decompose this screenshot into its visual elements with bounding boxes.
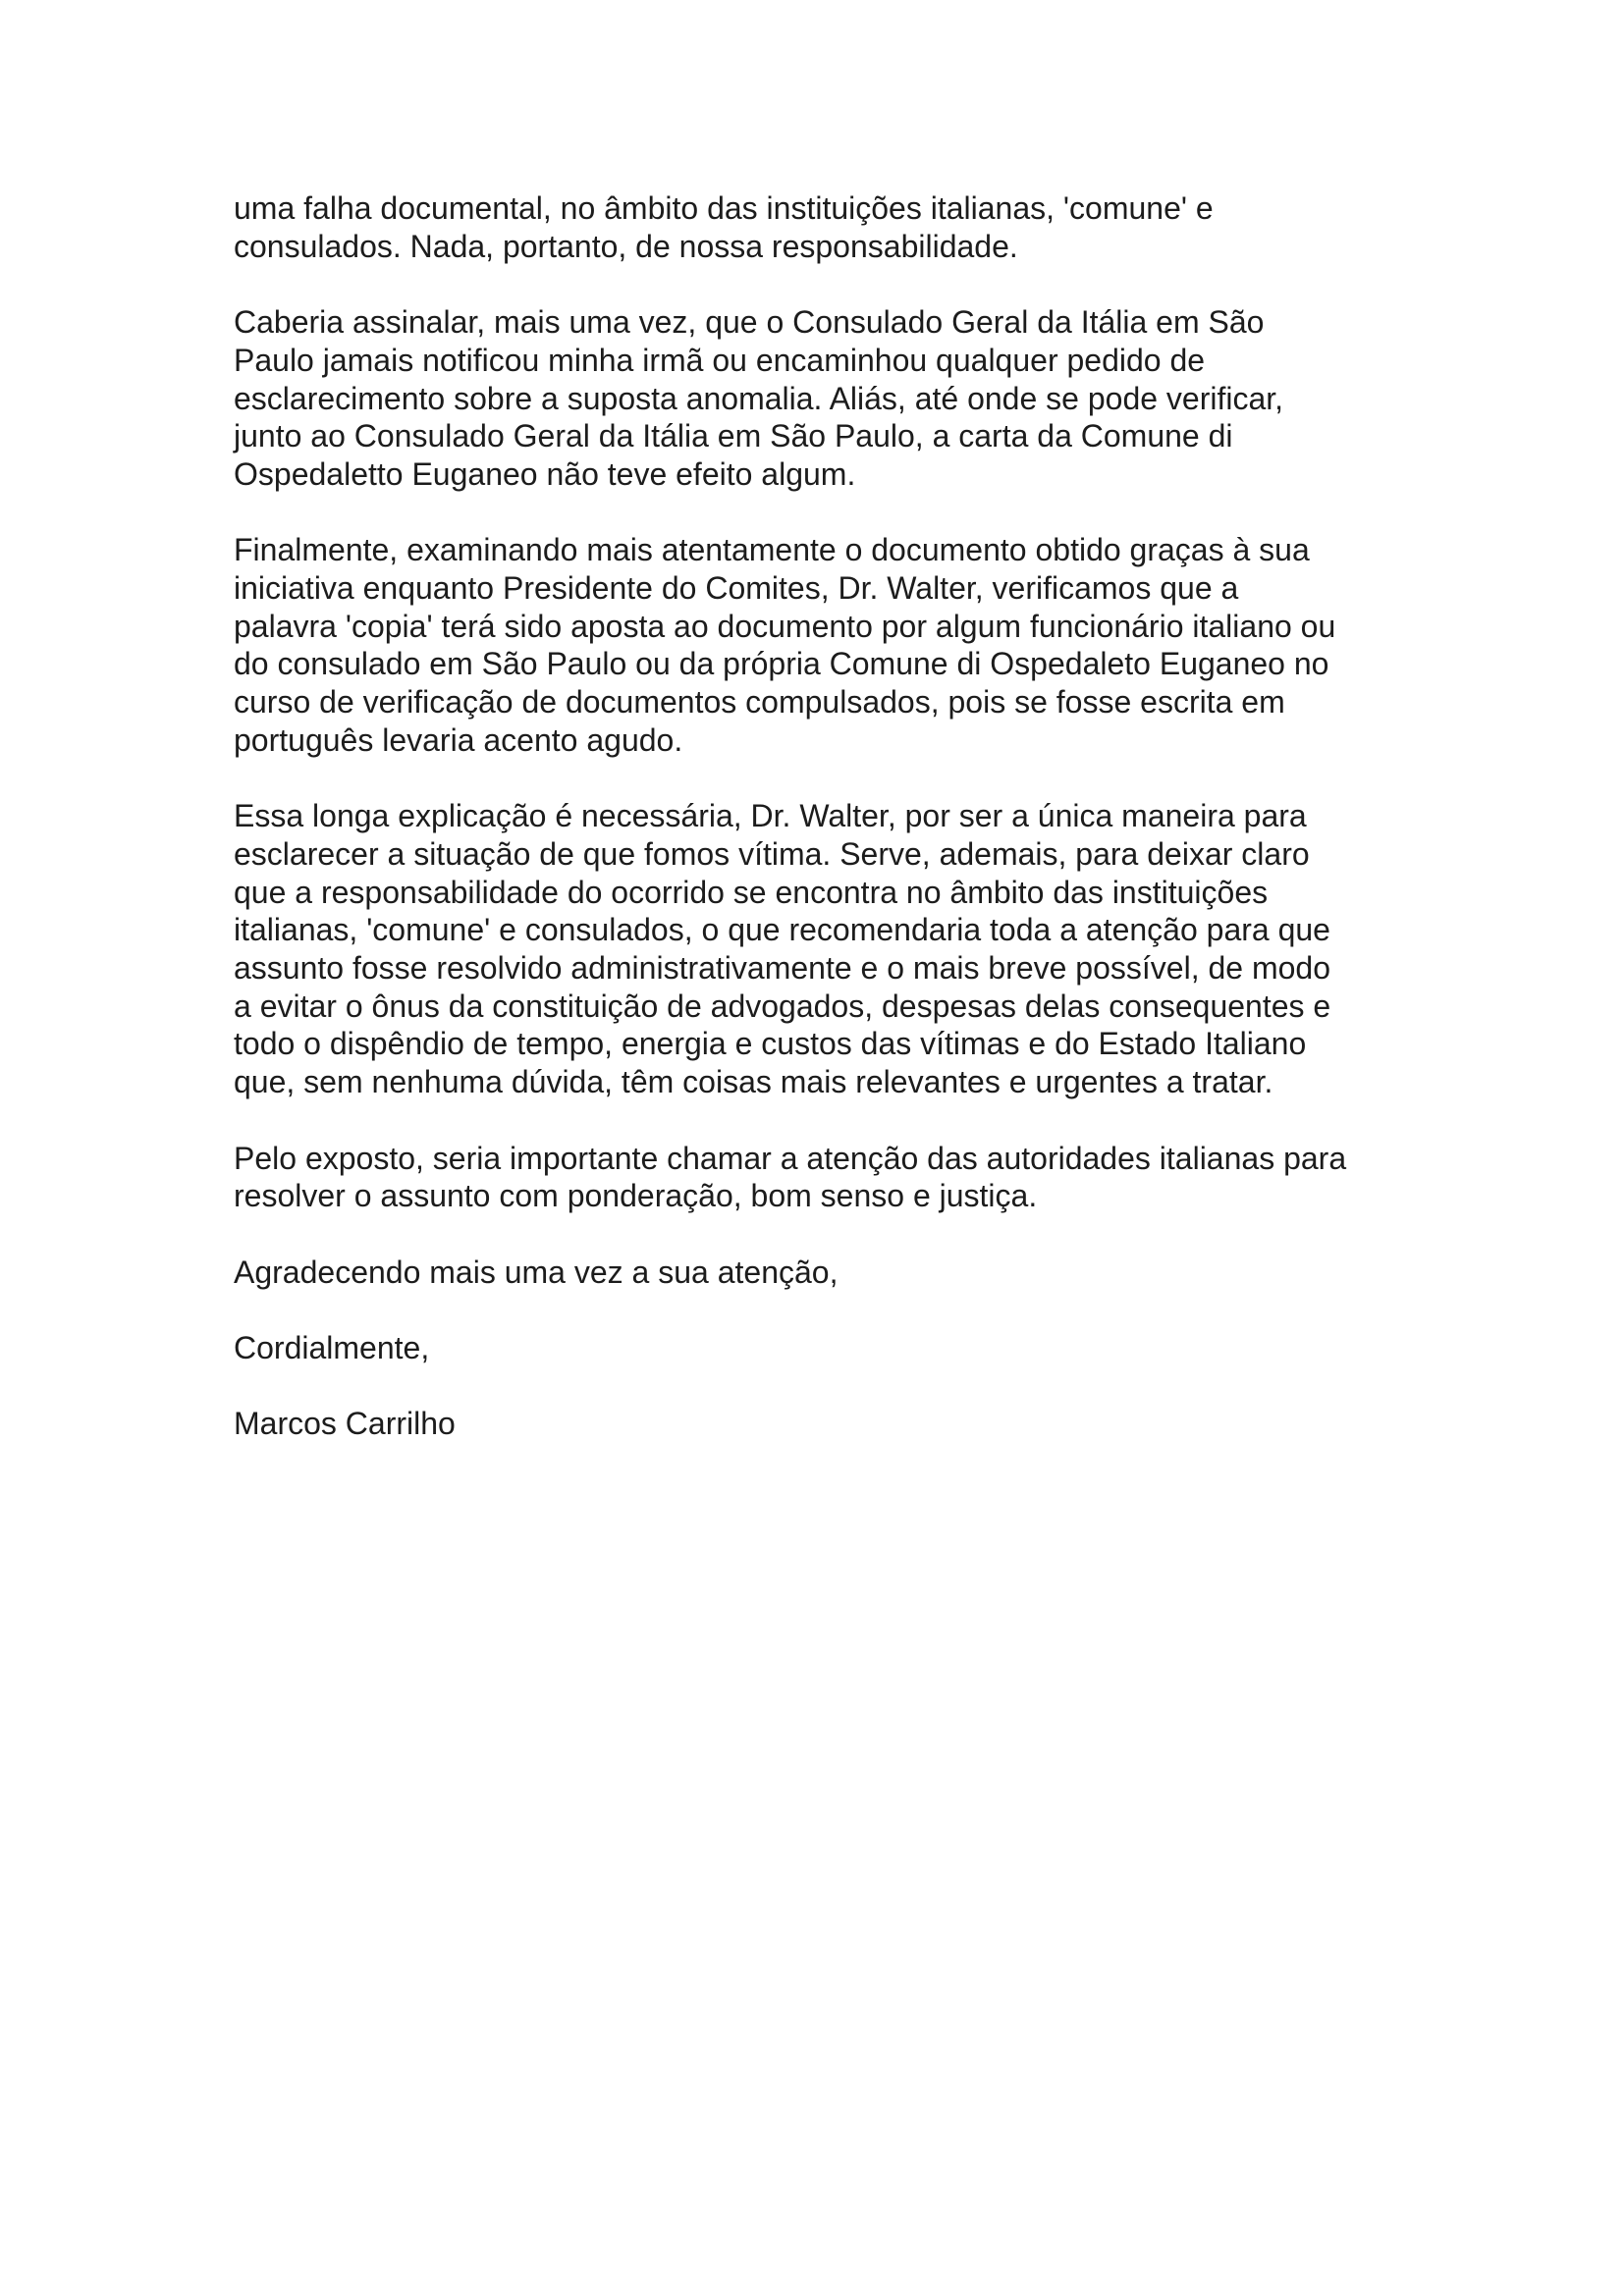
text-line: Caberia assinalar, mais uma vez, que o Consulado Geral da Itália em São bbox=[234, 304, 1265, 341]
text-line: consulados. Nada, portanto, de nossa responsabilidade. bbox=[234, 228, 1018, 264]
closing-thanks bbox=[234, 1254, 1451, 1292]
text-line: todo o dispêndio de tempo, energia e custos das vítimas e do Estado Italiano bbox=[234, 1026, 1307, 1062]
text-line: que a responsabilidade do ocorrido se encontra no âmbito das instituições bbox=[234, 874, 1269, 910]
text-line: resolver o assunto com ponderação, bom senso e justiça. bbox=[234, 1178, 1038, 1214]
paragraph-explanation bbox=[234, 797, 1451, 1101]
text-line: italianas, 'comune' e consulados, o que recomendaria toda a atenção para que bbox=[234, 912, 1330, 948]
text-line: curso de verificação de documentos compulsados, pois se fosse escrita em bbox=[234, 684, 1285, 721]
text-line: Pelo exposto, seria importante chamar a atenção das autoridades italianas para bbox=[234, 1140, 1347, 1176]
closing-salutation bbox=[234, 1329, 1451, 1367]
text-line: Agradecendo mais uma vez a sua atenção, bbox=[234, 1254, 839, 1290]
paragraph-consulate bbox=[234, 303, 1451, 494]
text-line: a evitar o ônus da constituição de advogados, despesas delas consequentes e bbox=[234, 988, 1331, 1024]
letter-body bbox=[234, 189, 1451, 1481]
text-line: do consulado em São Paulo ou da própria Comune di Ospedaleto Euganeo no bbox=[234, 646, 1329, 682]
text-line: iniciativa enquanto Presidente do Comites, Dr. Walter, verificamos que a bbox=[234, 570, 1239, 606]
paragraph-copia-word bbox=[234, 531, 1451, 759]
paragraph-conclusion bbox=[234, 1140, 1451, 1215]
text-line: português levaria acento agudo. bbox=[234, 721, 683, 758]
text-line: Finalmente, examinando mais atentamente o documento obtido graças à sua bbox=[234, 532, 1310, 568]
signature-name bbox=[234, 1405, 1451, 1443]
text-line: Ospedaletto Euganeo não teve efeito algum. bbox=[234, 455, 856, 492]
text-line: que, sem nenhuma dúvida, têm coisas mais relevantes e urgentes a tratar. bbox=[234, 1064, 1273, 1100]
text-line: palavra 'copia' terá sido aposta ao documento por algum funcionário italiano ou bbox=[234, 608, 1336, 644]
text-line: Paulo jamais notificou minha irmã ou encaminhou qualquer pedido de bbox=[234, 342, 1206, 378]
text-line: Essa longa explicação é necessária, Dr. Walter, por ser a única maneira para bbox=[234, 798, 1307, 834]
text-line: Marcos Carrilho bbox=[234, 1406, 456, 1442]
text-line: junto ao Consulado Geral da Itália em São Paulo, a carta da Comune di bbox=[234, 418, 1233, 454]
text-line: esclarecimento sobre a suposta anomalia. Aliás, até onde se pode verificar, bbox=[234, 380, 1284, 416]
paragraph-responsibility bbox=[234, 189, 1451, 265]
text-line: Cordialmente, bbox=[234, 1330, 430, 1365]
text-line: esclarecer a situação de que fomos vítima. Serve, ademais, para deixar claro bbox=[234, 835, 1310, 872]
text-line: assunto fosse resolvido administrativamente e o mais breve possível, de modo bbox=[234, 950, 1330, 987]
text-line: uma falha documental, no âmbito das instituições italianas, 'comune' e bbox=[234, 190, 1214, 226]
